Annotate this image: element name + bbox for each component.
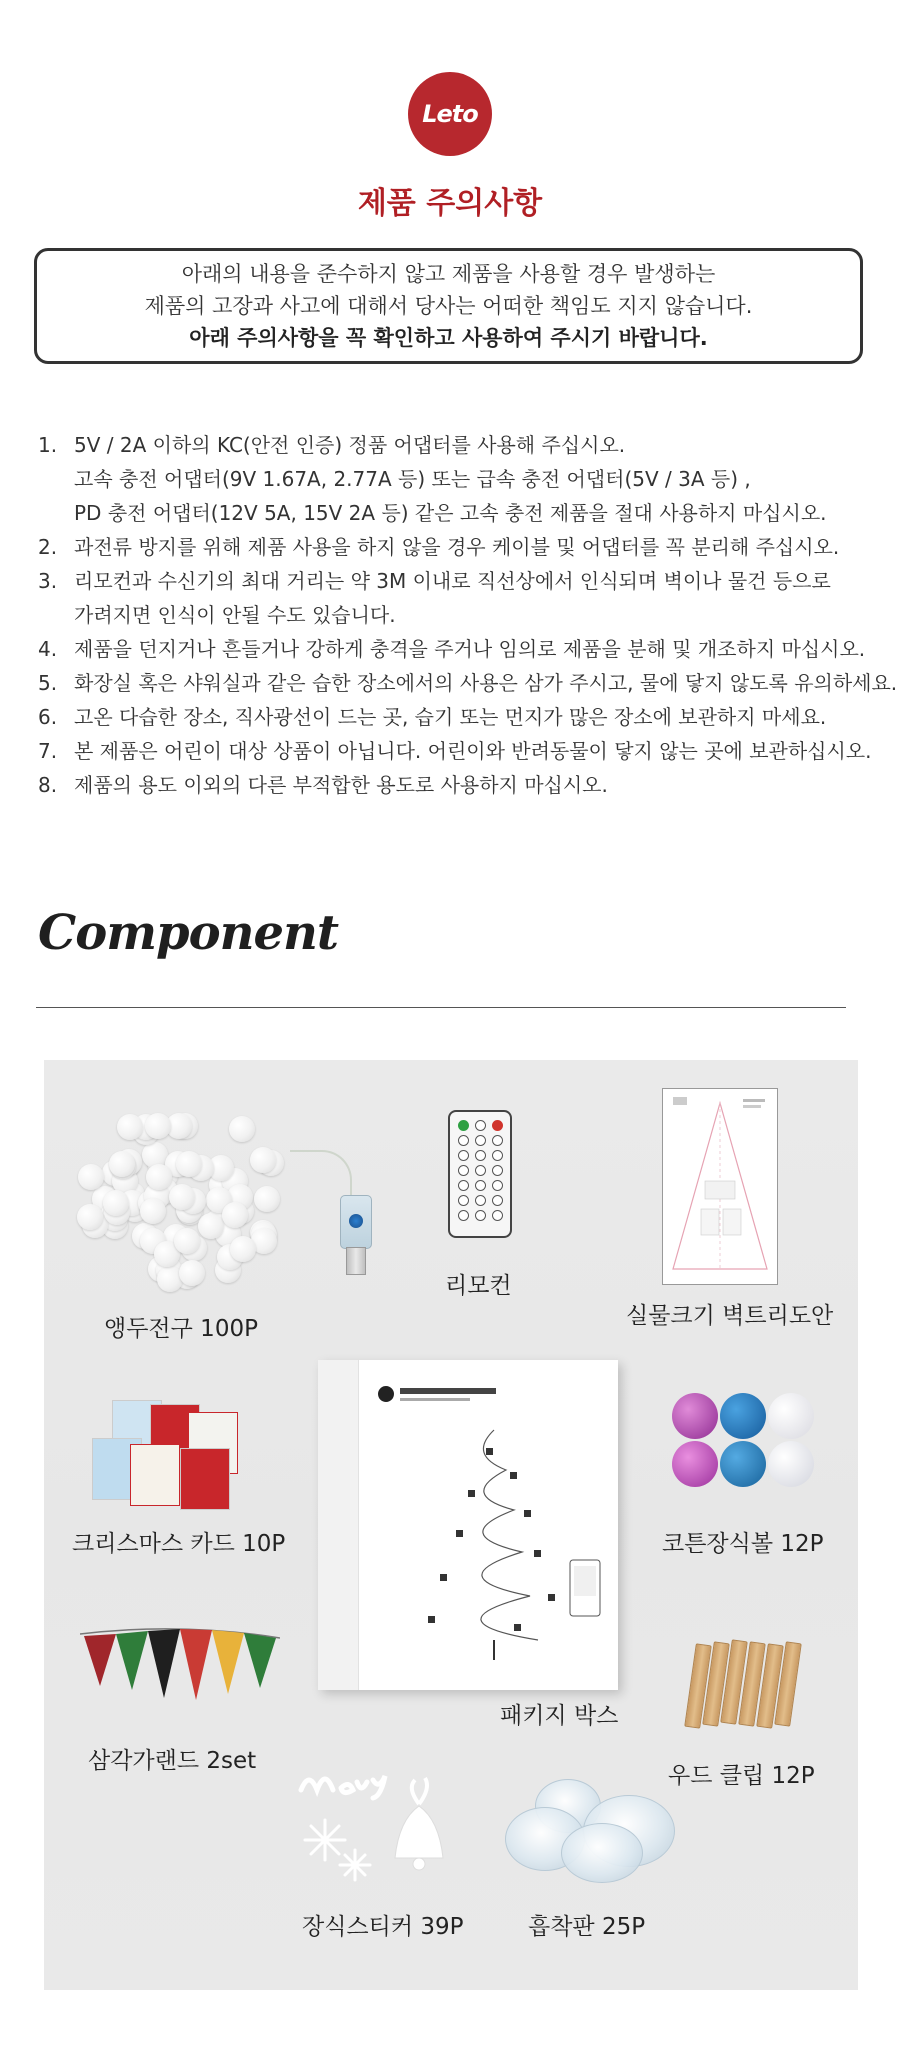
- stickers-label: 장식스티커 39P: [302, 1914, 464, 1940]
- bulb: [198, 1213, 224, 1239]
- caution-item: [38, 530, 868, 564]
- caution-item: [38, 768, 868, 802]
- christmas-cards-image: [92, 1400, 242, 1510]
- caution-title: 제품 주의사항: [357, 186, 543, 221]
- remote-button: [458, 1150, 469, 1161]
- caution-number: 1.: [38, 433, 58, 457]
- caution-item: [38, 734, 872, 768]
- caution-number: 2.: [38, 535, 58, 559]
- remote-label: 리모컨: [445, 1273, 512, 1299]
- caution-number: 5.: [38, 671, 58, 695]
- caution-number: 4.: [38, 637, 58, 661]
- caution-line: 제품을 던지거나 흔들거나 강하게 충격을 주거나 임의로 제품을 분해 및 개조하지 마십시오.: [74, 637, 866, 661]
- remote-button: [475, 1135, 486, 1146]
- cherry-bulb-image: [70, 1095, 300, 1295]
- caution-list: [38, 428, 898, 802]
- remote-button: [492, 1195, 503, 1206]
- bulbs-label: 앵두전구 100P: [104, 1316, 258, 1342]
- bulb: [230, 1236, 256, 1262]
- notice-line: 제품의 고장과 사고에 대해서 당사는 어떠한 책임도 지지 않습니다.: [144, 294, 753, 318]
- caution-line: 본 제품은 어린이 대상 상품이 아닙니다. 어린이와 반려동물이 닿지 않는 곳에 보관하십시오.: [74, 739, 872, 763]
- caution-number: 8.: [38, 773, 58, 797]
- caution-number: 3.: [38, 569, 58, 593]
- bulb: [77, 1204, 103, 1230]
- caution-item: [38, 666, 898, 700]
- bulb: [103, 1190, 129, 1216]
- remote-button: [492, 1165, 503, 1176]
- suction-cups-image: [505, 1775, 685, 1885]
- balls-label: 코튼장식볼 12P: [662, 1531, 824, 1557]
- bulb: [109, 1151, 135, 1177]
- decoration-stickers-image: [295, 1760, 465, 1890]
- caution-item: [38, 632, 868, 666]
- package-box-image: [318, 1360, 618, 1690]
- bulb: [169, 1184, 195, 1210]
- brand-logo: [408, 72, 492, 156]
- bulb: [222, 1202, 248, 1228]
- bulb: [78, 1164, 104, 1190]
- tree-guide-poster-image: [662, 1088, 778, 1285]
- bulb: [140, 1198, 166, 1224]
- bulb: [250, 1147, 276, 1173]
- caution-item: [38, 564, 868, 632]
- guide-label: 실물크기 벽트리도안: [626, 1303, 834, 1329]
- remote-button: [458, 1165, 469, 1176]
- remote-button: [492, 1120, 503, 1131]
- caution-item: [38, 428, 868, 530]
- cups-label: 흡착판 25P: [528, 1914, 646, 1940]
- garland-label: 삼각가랜드 2set: [88, 1748, 257, 1774]
- remote-button: [458, 1180, 469, 1191]
- caution-line: 과전류 방지를 위해 제품 사용을 하지 않을 경우 케이블 및 어댑터를 꼭 분리해 주십시오.: [74, 535, 840, 559]
- cotton-balls-image: [672, 1393, 822, 1493]
- usb-controller-image: [340, 1195, 372, 1249]
- wood-clips-image: [690, 1640, 810, 1730]
- remote-button: [475, 1195, 486, 1206]
- bulb: [254, 1186, 280, 1212]
- remote-button: [492, 1135, 503, 1146]
- package-label: 패키지 박스: [500, 1703, 619, 1729]
- caution-line: 가려지면 인식이 안될 수도 있습니다.: [74, 603, 396, 627]
- bulb: [174, 1228, 200, 1254]
- remote-button: [458, 1120, 469, 1131]
- caution-item: [38, 700, 868, 734]
- clips-label: 우드 클립 12P: [668, 1763, 815, 1789]
- remote-button: [458, 1210, 469, 1221]
- notice-line: 아래의 내용을 준수하지 않고 제품을 사용할 경우 발생하는: [181, 262, 716, 286]
- remote-button: [475, 1210, 486, 1221]
- remote-button: [492, 1150, 503, 1161]
- remote-button: [492, 1210, 503, 1221]
- usb-plug-image: [346, 1247, 366, 1275]
- remote-button: [475, 1180, 486, 1191]
- brand-logo-text: Leto: [422, 100, 478, 128]
- notice-box: [34, 248, 863, 364]
- remote-button: [475, 1150, 486, 1161]
- triangle-garland-image: [80, 1620, 280, 1730]
- component-title: Component: [38, 905, 339, 961]
- remote-button: [475, 1165, 486, 1176]
- bulb: [229, 1116, 255, 1142]
- remote-button: [458, 1135, 469, 1146]
- caution-line: 제품의 용도 이외의 다른 부적합한 용도로 사용하지 마십시오.: [74, 773, 608, 797]
- notice-emphasis: 아래 주의사항을 꼭 확인하고 사용하여 주시기 바랍니다.: [189, 326, 708, 350]
- caution-line: 리모컨과 수신기의 최대 거리는 약 3M 이내로 직선상에서 인식되며 벽이나 물건 등으로: [74, 569, 831, 593]
- remote-image: [448, 1110, 512, 1238]
- divider: [36, 1007, 846, 1008]
- cards-label: 크리스마스 카드 10P: [72, 1531, 286, 1557]
- caution-number: 7.: [38, 739, 58, 763]
- caution-line: 5V / 2A 이하의 KC(안전 인증) 정품 어댑터를 사용해 주십시오.: [74, 433, 626, 457]
- bulb: [145, 1113, 171, 1139]
- caution-line: 고온 다습한 장소, 직사광선이 드는 곳, 습기 또는 먼지가 많은 장소에 보관하지 마세요.: [74, 705, 827, 729]
- remote-button: [458, 1195, 469, 1206]
- remote-button: [475, 1120, 486, 1131]
- remote-button: [492, 1180, 503, 1191]
- caution-number: 6.: [38, 705, 58, 729]
- bulb: [179, 1260, 205, 1286]
- caution-line: 고속 충전 어댑터(9V 1.67A, 2.77A 등) 또는 급속 충전 어댑터(5V / 3A 등) ,: [74, 467, 751, 491]
- caution-line: PD 충전 어댑터(12V 5A, 15V 2A 등) 같은 고속 충전 제품을 절대 사용하지 마십시오.: [74, 501, 827, 525]
- caution-line: 화장실 혹은 샤워실과 같은 습한 장소에서의 사용은 삼가 주시고, 물에 닿지 않도록 유의하세요.: [74, 671, 898, 695]
